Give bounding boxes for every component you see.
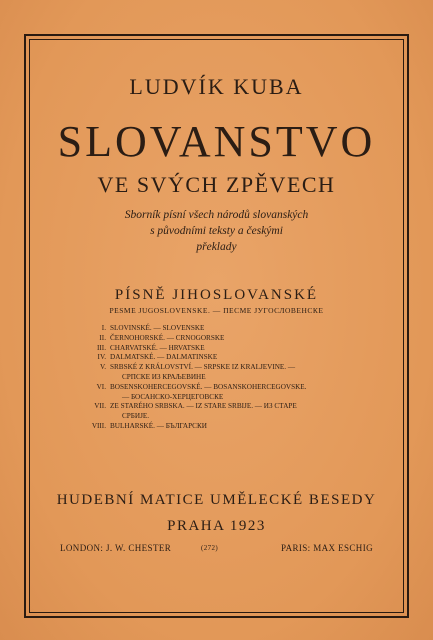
contents-text: SLOVINSKÉ. — SLOVENSKE	[110, 324, 205, 332]
contents-continuation: СРПСКЕ ИЗ КРАЉЕВИНЕ	[122, 372, 206, 381]
publisher-name: HUDEBNÍ MATICE UMĚLECKÉ BESEDY	[56, 492, 377, 508]
section-title: PÍSNĚ JIHOSLOVANSKÉ	[114, 287, 319, 303]
contents-text: CHARVATSKÉ. — HRVATSKE	[110, 343, 205, 352]
contents-text: DALMATSKÉ. — DALMATINSKE	[110, 353, 218, 362]
contents-number: II.	[99, 333, 106, 342]
contents-item	[86, 383, 366, 403]
contents-item	[86, 422, 366, 432]
contents-item	[86, 402, 366, 422]
contents-item	[86, 334, 366, 344]
place-and-year: PRAHA 1923	[167, 518, 266, 534]
contents-number: I.	[101, 324, 106, 332]
contents-item	[86, 324, 366, 334]
contents-text: ZE STARÉHO SRBSKA. — IZ STARE SRBIJE. — ИЗ СТАРЕ	[110, 402, 297, 411]
contents-text: ČERNOHORSKÉ. — CRNOGORSKE	[110, 333, 225, 342]
contents-text: BULHARSKÉ. — БЪЛГАРСКИ	[110, 421, 207, 430]
contents-number: IV.	[97, 353, 106, 362]
book-title: SLOVANSTVO	[57, 117, 376, 166]
author-name: LUDVÍK KUBA	[129, 74, 304, 99]
section-subtitle: PESME JUGOSLOVENSKE. — ПЕСМЕ ЈУГОСЛОВЕНСКЕ	[109, 306, 324, 315]
contents-text: BOSENSKOHERCEGOVSKÉ. — BOSANSKOHERCEGOVSKE.	[110, 382, 307, 391]
london-distributor: LONDON: J. W. CHESTER	[60, 543, 172, 553]
book-description	[0, 207, 433, 255]
contents-number: III.	[97, 343, 106, 352]
contents-number: V.	[99, 363, 106, 372]
contents-number: VI.	[96, 382, 106, 391]
description-line: Sborník písní všech národů slovanských	[124, 209, 309, 221]
contents-item	[86, 344, 366, 354]
description-line: překlady	[196, 241, 237, 253]
edition-number: (272)	[201, 544, 219, 552]
description-line: s původními teksty a českými	[150, 225, 283, 237]
book-subtitle: VE SVÝCH ZPĚVECH	[97, 172, 336, 197]
contents-number: VII.	[94, 402, 106, 411]
contents-item	[86, 353, 366, 363]
contents-number: VIII.	[91, 421, 106, 430]
contents-continuation: — БОСАНСКО-ХЕРЦЕГОВСКЕ	[122, 392, 224, 401]
contents-item	[86, 363, 366, 383]
paris-distributor: PARIS: MAX ESCHIG	[281, 543, 373, 553]
contents-text: SRBSKÉ Z KRÁLOVSTVÍ. — SRPSKE IZ KRALJEVINE. —	[110, 363, 296, 372]
contents-list	[86, 324, 366, 432]
contents-continuation: СРБИЈЕ.	[122, 412, 150, 421]
